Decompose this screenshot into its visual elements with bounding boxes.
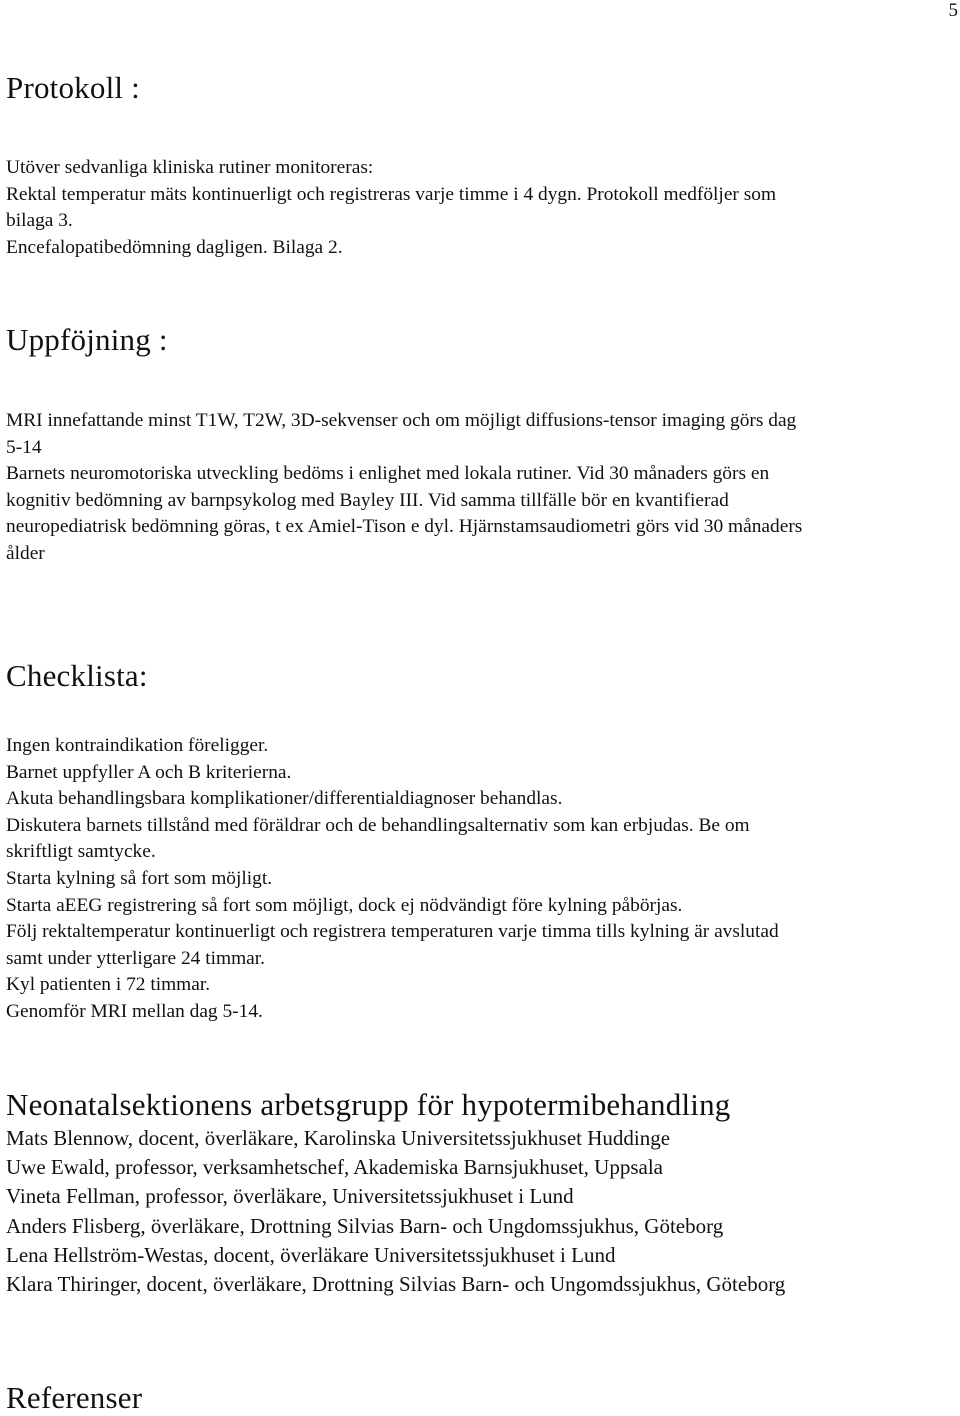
checklista-line: samt under ytterligare 24 timmar. — [6, 947, 266, 969]
referenser-heading: Referenser — [6, 1380, 143, 1415]
uppfoljning-heading: Uppföjning : — [6, 322, 168, 357]
checklista-heading: Checklista: — [6, 658, 148, 693]
checklista-line: Starta kylning så fort som möjligt. — [6, 867, 273, 889]
member-line: Anders Flisberg, överläkare, Drottning Silvias Barn- och Ungdomssjukhus, Göteborg — [6, 1213, 724, 1238]
uppfoljning-line: ålder — [6, 542, 45, 564]
arbetsgrupp-members — [6, 1124, 956, 1299]
checklista-line: skriftligt samtycke. — [6, 841, 156, 863]
protokoll-line: Encefalopatibedömning dagligen. Bilaga 2. — [6, 236, 343, 258]
protokoll-line: Utöver sedvanliga kliniska rutiner monitoreras: — [6, 157, 374, 178]
checklista-line: Akuta behandlingsbara komplikationer/differentialdiagnoser behandlas. — [6, 788, 563, 810]
uppfoljning-line: 5-14 — [6, 436, 42, 458]
checklista-line: Följ rektaltemperatur kontinuerligt och registrera temperaturen varje timma tills kylning är avslutad — [6, 921, 779, 943]
protokoll-body — [6, 155, 956, 261]
uppfoljning-line: kognitiv bedömning av barnpsykolog med Bayley III. Vid samma tillfälle bör en kvantifierad — [6, 489, 729, 511]
checklista-body — [6, 733, 956, 1026]
uppfoljning-line: MRI innefattande minst T1W, T2W, 3D-sekvenser och om möjligt diffusions-tensor imaging görs dag — [6, 410, 797, 431]
protokoll-line: Rektal temperatur mäts kontinuerligt och registreras varje timme i 4 dygn. Protokoll medföljer som — [6, 183, 777, 205]
checklista-line: Ingen kontraindikation föreligger. — [6, 735, 269, 756]
protokoll-heading: Protokoll : — [6, 70, 140, 105]
arbetsgrupp-heading: Neonatalsektionens arbetsgrupp för hypotermibehandling — [6, 1087, 731, 1122]
member-line: Mats Blennow, docent, överläkare, Karolinska Universitetssjukhuset Huddinge — [6, 1126, 671, 1150]
page-number: 5 — [948, 0, 958, 21]
member-line: Uwe Ewald, professor, verksamhetschef, Akademiska Barnsjukhuset, Uppsala — [6, 1155, 663, 1180]
checklista-line: Kyl patienten i 72 timmar. — [6, 974, 211, 996]
checklista-line: Starta aEEG registrering så fort som möjligt, dock ej nödvändigt före kylning påbörjas. — [6, 894, 683, 916]
member-line: Lena Hellström-Westas, docent, överläkare Universitetssjukhuset i Lund — [6, 1242, 616, 1267]
protokoll-line: bilaga 3. — [6, 210, 73, 232]
uppfoljning-body — [6, 408, 956, 568]
checklista-line: Diskutera barnets tillstånd med föräldrar och de behandlingsalternativ som kan erbjudas. Be om — [6, 814, 750, 836]
uppfoljning-line: neuropediatrisk bedömning göras, t ex Amiel-Tison e dyl. Hjärnstamsaudiometri görs vid 30 månaders — [6, 516, 803, 538]
checklista-line: Barnet uppfyller A och B kriterierna. — [6, 761, 292, 783]
member-line: Vineta Fellman, professor, överläkare, Universitetssjukhuset i Lund — [6, 1184, 574, 1209]
uppfoljning-line: Barnets neuromotoriska utveckling bedöms i enlighet med lokala rutiner. Vid 30 månaders görs en — [6, 463, 770, 485]
member-line: Klara Thiringer, docent, överläkare, Drottning Silvias Barn- och Ungomdssjukhus, Göteborg — [6, 1272, 786, 1297]
checklista-line: Genomför MRI mellan dag 5-14. — [6, 1000, 263, 1022]
